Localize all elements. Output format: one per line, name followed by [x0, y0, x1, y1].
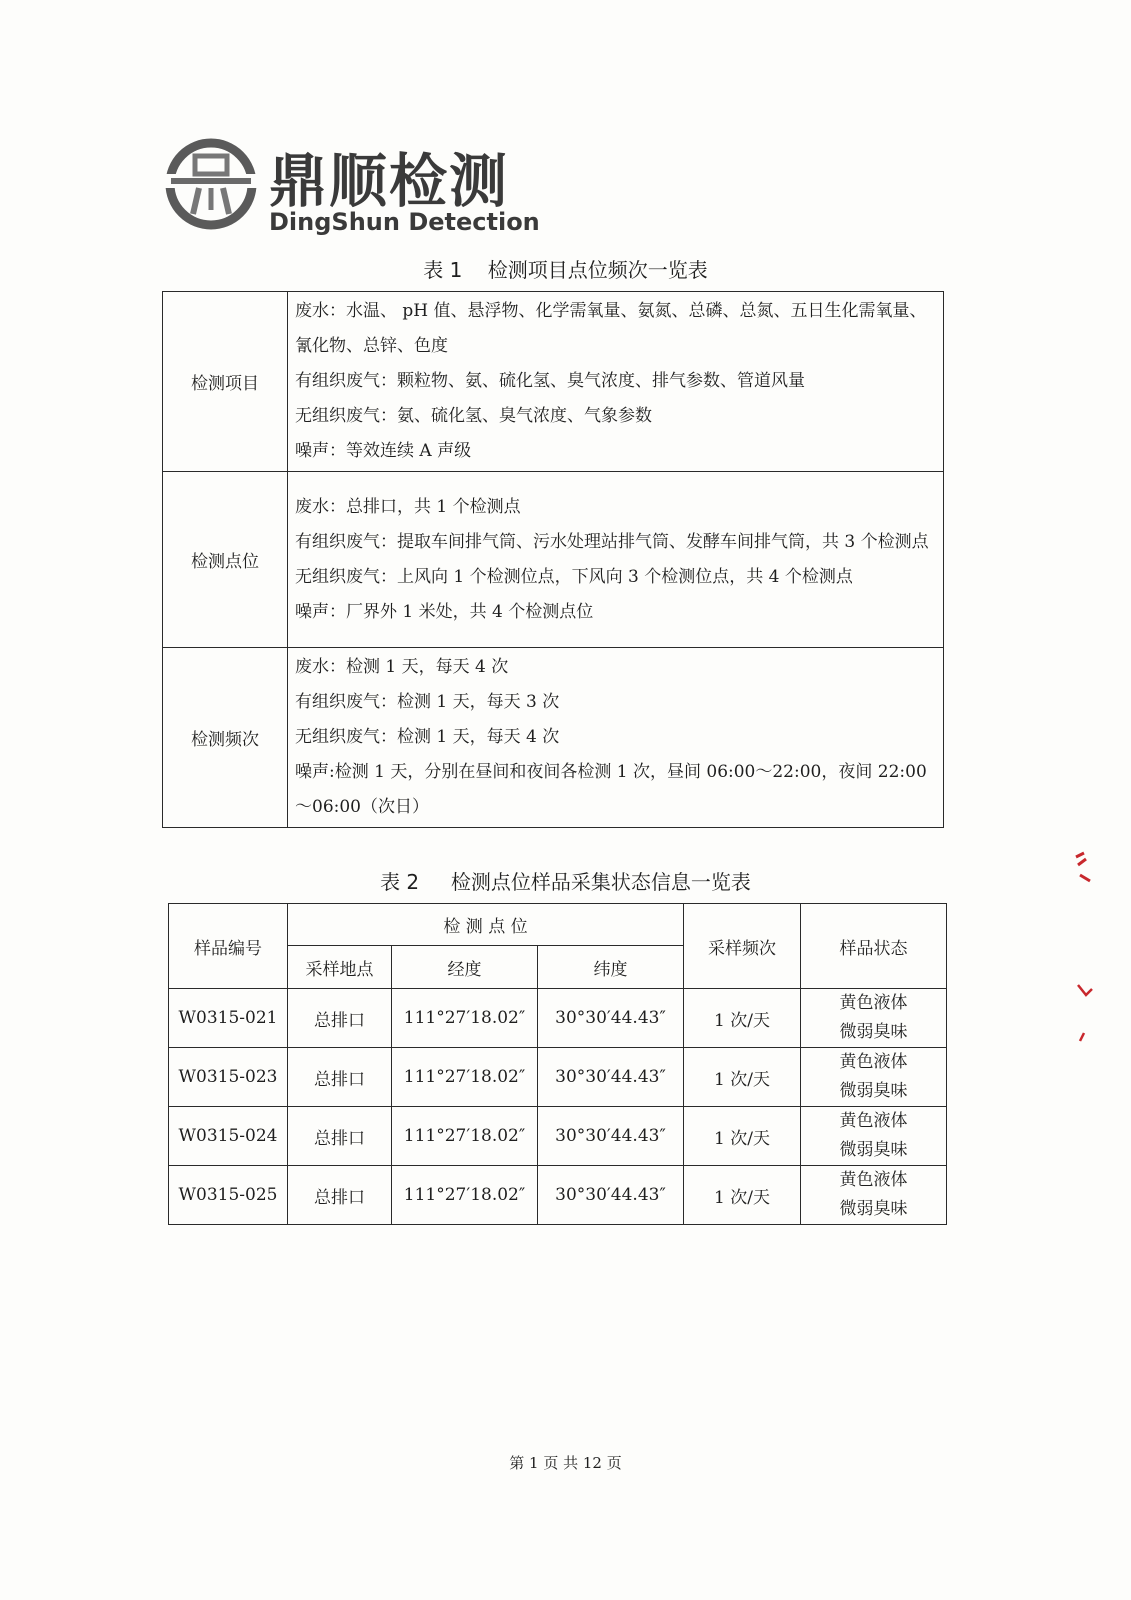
table-header-row: [169, 904, 947, 946]
table-row: [169, 1107, 947, 1166]
content-line: 噪声:检测 1 天，分别在昼间和夜间各检测 1 次，昼间 06:00～22:00，夜间 22:00～06:00（次日）: [295, 762, 927, 817]
cell-longitude: 111°27′18.02″: [392, 989, 538, 1048]
status-line: 微弱臭味: [839, 1081, 908, 1101]
content-line: 噪声：厂界外 1 米处，共 4 个检测点位: [295, 601, 594, 622]
content-line: 无组织废气：氨、硫化氢、臭气浓度、气象参数: [295, 406, 652, 426]
table-row: [163, 648, 944, 828]
cell-frequency: 1 次/天: [684, 1048, 801, 1107]
cell-sample-id: W0315-025: [169, 1166, 288, 1225]
cell-longitude: 111°27′18.02″: [392, 1107, 538, 1166]
cell-sample-id: W0315-021: [169, 989, 288, 1048]
cell-sample-id: W0315-024: [169, 1107, 288, 1166]
status-line: 黄色液体: [839, 1052, 908, 1072]
table-row: [163, 472, 944, 648]
cell-status: [801, 1107, 947, 1166]
cell-site: 总排口: [288, 1107, 392, 1166]
status-line: 黄色液体: [839, 1111, 908, 1131]
row-content: [288, 472, 944, 648]
header-latitude: 纬度: [538, 946, 684, 989]
content-line: 有组织废气：提取车间排气筒、污水处理站排气筒、发酵车间排气筒，共 3 个检测点: [295, 531, 929, 552]
cell-frequency: 1 次/天: [684, 989, 801, 1048]
row-label: 检测项目: [163, 292, 288, 472]
cell-latitude: 30°30′44.43″: [538, 1166, 684, 1225]
header-sample-id: 样品编号: [169, 904, 288, 989]
table1-inspection-summary: [162, 291, 944, 828]
content-line: 废水：总排口，共 1 个检测点: [295, 496, 521, 517]
content-line: 废水：检测 1 天，每天 4 次: [295, 657, 509, 677]
cell-sample-id: W0315-023: [169, 1048, 288, 1107]
cell-longitude: 111°27′18.02″: [392, 1048, 538, 1107]
header-longitude: 经度: [392, 946, 538, 989]
seal-fragment-icon: [1070, 845, 1100, 1055]
company-logo: [165, 138, 565, 248]
cell-latitude: 30°30′44.43″: [538, 989, 684, 1048]
status-line: 黄色液体: [839, 993, 908, 1013]
table-row: [163, 292, 944, 472]
cell-site: 总排口: [288, 989, 392, 1048]
cell-site: 总排口: [288, 1166, 392, 1225]
cell-status: [801, 989, 947, 1048]
row-content: [288, 648, 944, 828]
status-line: 微弱臭味: [839, 1199, 908, 1219]
cell-latitude: 30°30′44.43″: [538, 1107, 684, 1166]
content-line: 无组织废气：检测 1 天，每天 4 次: [295, 727, 560, 747]
header-frequency: 采样频次: [684, 904, 801, 989]
header-site: 采样地点: [288, 946, 392, 989]
table-row: [169, 989, 947, 1048]
cell-frequency: 1 次/天: [684, 1166, 801, 1225]
logo-english-name: DingShun Detection: [269, 208, 540, 236]
content-line: 有组织废气：检测 1 天，每天 3 次: [295, 692, 560, 712]
content-line: 无组织废气：上风向 1 个检测位点，下风向 3 个检测位点，共 4 个检测点: [295, 566, 853, 587]
table2-sample-status: [168, 903, 947, 1225]
cell-status: [801, 1048, 947, 1107]
cell-site: 总排口: [288, 1048, 392, 1107]
table2-caption: 表 2 检测点位样品采集状态信息一览表: [380, 870, 751, 894]
dingshun-logo-icon: [165, 138, 257, 230]
cell-frequency: 1 次/天: [684, 1107, 801, 1166]
table1-caption: 表 1 检测项目点位频次一览表: [423, 258, 708, 282]
table-row: [169, 1166, 947, 1225]
row-label: 检测点位: [163, 472, 288, 648]
status-line: 微弱臭味: [839, 1022, 908, 1042]
cell-longitude: 111°27′18.02″: [392, 1166, 538, 1225]
table-row: [169, 1048, 947, 1107]
status-line: 黄色液体: [839, 1170, 908, 1190]
header-status: 样品状态: [801, 904, 947, 989]
content-line: 有组织废气：颗粒物、氨、硫化氢、臭气浓度、排气参数、管道风量: [295, 371, 805, 391]
content-line: 噪声：等效连续 A 声级: [295, 441, 472, 461]
row-content: [288, 292, 944, 472]
cell-status: [801, 1166, 947, 1225]
content-line: 废水：水温、 pH 值、悬浮物、化学需氧量、氨氮、总磷、总氮、五日生化需氧量、氰化物、总锌、色度: [295, 301, 927, 356]
status-line: 微弱臭味: [839, 1140, 908, 1160]
cell-latitude: 30°30′44.43″: [538, 1048, 684, 1107]
row-label: 检测频次: [163, 648, 288, 828]
page-number: 第 1 页 共 12 页: [509, 1454, 622, 1472]
logo-chinese-name: 鼎顺检测: [269, 147, 510, 215]
header-location-group: 检 测 点 位: [288, 904, 684, 946]
